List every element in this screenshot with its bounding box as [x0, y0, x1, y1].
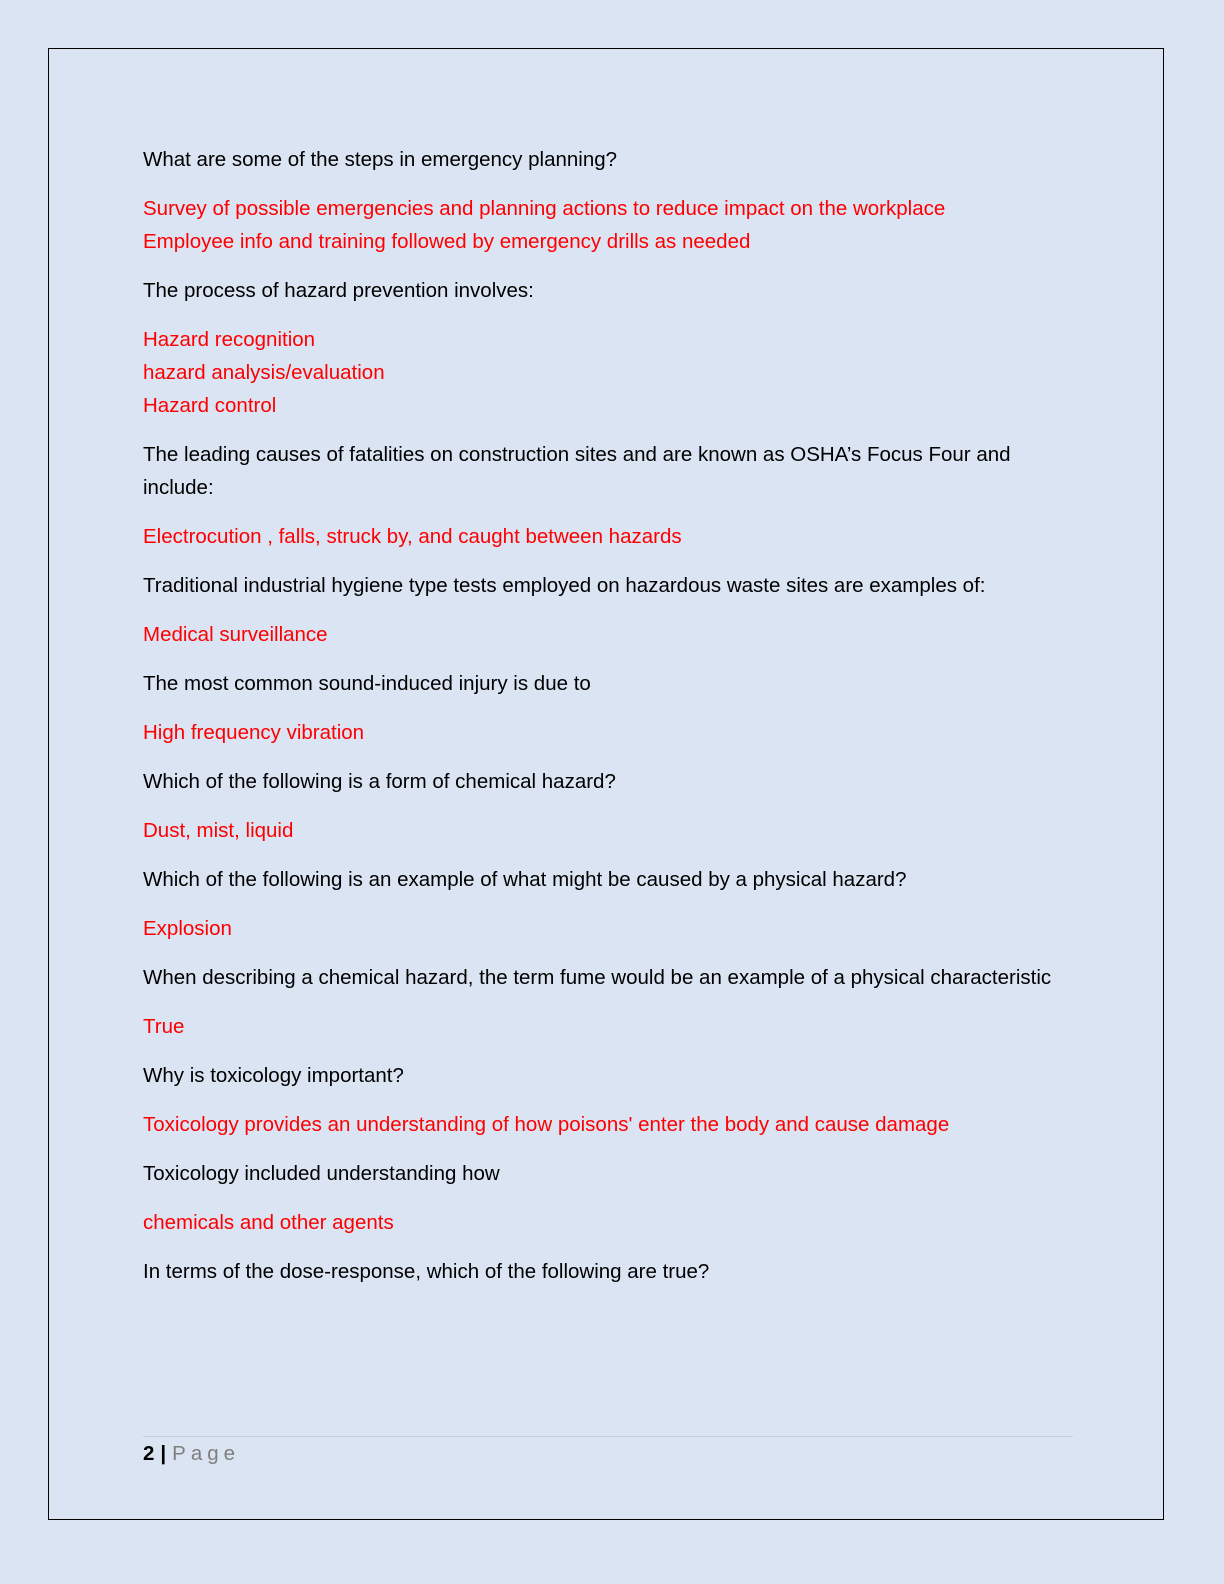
answer-paragraph	[143, 716, 1073, 749]
answer-paragraph	[143, 323, 1073, 422]
answer-line: Medical surveillance	[143, 623, 328, 646]
question-line: The process of hazard prevention involves:	[143, 279, 534, 302]
answer-line: chemicals and other agents	[143, 1211, 394, 1234]
question-line: When describing a chemical hazard, the term fume would be an example of a physical characteristic	[143, 966, 1052, 989]
answer-paragraph	[143, 814, 1073, 847]
answer-paragraph	[143, 912, 1073, 945]
page-number: 2	[143, 1442, 155, 1465]
question-line: Which of the following is a form of chemical hazard?	[143, 770, 616, 793]
answer-paragraph	[143, 1010, 1073, 1043]
page-footer	[143, 1440, 240, 1468]
question-paragraph	[143, 1255, 1073, 1288]
question-line: Toxicology included understanding how	[143, 1162, 500, 1185]
question-paragraph	[143, 667, 1073, 700]
answer-paragraph	[143, 618, 1073, 651]
question-paragraph	[143, 143, 1073, 176]
document-body	[143, 143, 1073, 1304]
question-line: What are some of the steps in emergency planning?	[143, 148, 618, 171]
answer-paragraph	[143, 1206, 1073, 1239]
question-line: In terms of the dose-response, which of the following are true?	[143, 1260, 710, 1283]
answer-line: Explosion	[143, 917, 232, 940]
answer-line: Toxicology provides an understanding of how poisons' enter the body and cause damage	[143, 1113, 950, 1136]
question-paragraph	[143, 765, 1073, 798]
answer-paragraph	[143, 520, 1073, 553]
question-paragraph	[143, 1157, 1073, 1190]
footer-separator: |	[160, 1442, 167, 1465]
answer-line: True	[143, 1015, 185, 1038]
question-paragraph	[143, 961, 1073, 994]
question-paragraph	[143, 863, 1073, 896]
answer-paragraph	[143, 1108, 1073, 1141]
question-paragraph	[143, 438, 1073, 504]
answer-line: Dust, mist, liquid	[143, 819, 294, 842]
answer-line: Hazard recognition	[143, 328, 316, 351]
question-line: Traditional industrial hygiene type tests employed on hazardous waste sites are examples of:	[143, 574, 986, 597]
answer-paragraph	[143, 192, 1073, 258]
answer-line: Survey of possible emergencies and planning actions to reduce impact on the workplace	[143, 197, 946, 220]
question-paragraph	[143, 569, 1073, 602]
question-line: Which of the following is an example of what might be caused by a physical hazard?	[143, 868, 907, 891]
answer-line: Employee info and training followed by emergency drills as needed	[143, 230, 751, 253]
question-paragraph	[143, 1059, 1073, 1092]
question-line: Why is toxicology important?	[143, 1064, 404, 1087]
question-line: The leading causes of fatalities on construction sites and are known as OSHA’s Focus Four and include:	[143, 443, 1011, 499]
answer-line: Hazard control	[143, 394, 277, 417]
page-label: Page	[172, 1442, 241, 1465]
answer-line: hazard analysis/evaluation	[143, 361, 385, 384]
question-line: The most common sound-induced injury is due to	[143, 672, 591, 695]
answer-line: Electrocution , falls, struck by, and caught between hazards	[143, 525, 682, 548]
answer-line: High frequency vibration	[143, 721, 365, 744]
question-paragraph	[143, 274, 1073, 307]
footer-rule	[143, 1436, 1073, 1437]
